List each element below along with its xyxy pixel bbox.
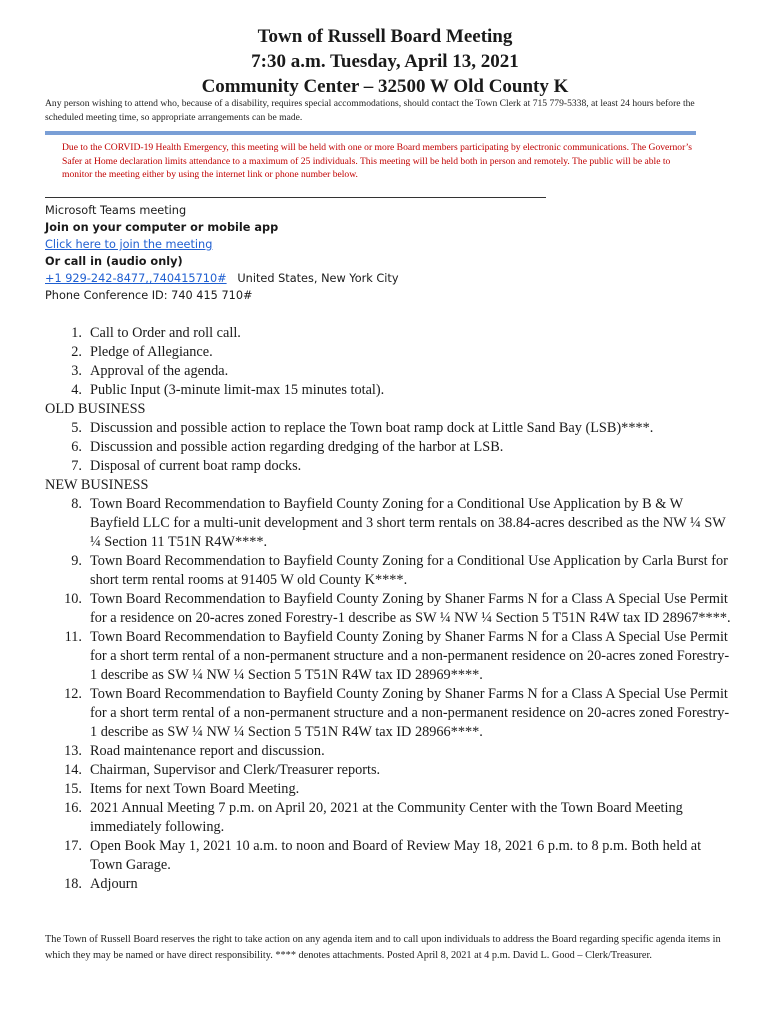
agenda-item-text: Disposal of current boat ramp docks.	[90, 458, 302, 474]
agenda-item-text: Town Board Recommendation to Bayfield County Zoning for a Conditional Use Application by B & W Bayfield LLC for a multi-unit development and 3 short term rentals on 38.84-acres described as the NW ¼ SW ¼ Section 11 T51N R4W****.	[90, 496, 726, 550]
agenda-item-number: 8.	[71, 496, 82, 512]
page-title	[40, 24, 730, 99]
agenda-item	[45, 685, 735, 742]
call-in-label: Or call in (audio only)	[45, 255, 183, 268]
agenda-item-text: Public Input (3-minute limit-max 15 minutes total).	[90, 382, 385, 398]
agenda-item-text: Items for next Town Board Meeting.	[90, 781, 300, 797]
agenda-item-text: 2021 Annual Meeting 7 p.m. on April 20, 2021 at the Community Center with the Town Board Meeting immediately following.	[90, 800, 683, 835]
agenda-item	[45, 837, 735, 875]
agenda-item-number: 15.	[64, 781, 82, 797]
agenda-item-number: 3.	[71, 363, 82, 379]
new-business-items	[45, 495, 735, 894]
agenda-item-text: Town Board Recommendation to Bayfield County Zoning by Shaner Farms N for a Class A Special Use Permit for a short term rental of a non-permanent structure and a non-permanent residence on 20-acres zoned Forestry-1 describe as SW ¼ NW ¼ Section 5 T51N R4W tax ID 28969****.	[90, 629, 730, 683]
agenda-item-text: Town Board Recommendation to Bayfield County Zoning by Shaner Farms N for a Class A Special Use Permit for a residence on 20-acres zoned Forestry-1 describe as SW ¼ NW ¼ Section 5 T51N R4W tax ID 28967****.	[90, 591, 731, 626]
section-divider	[45, 197, 546, 198]
title-line-1: Town of Russell Board Meeting	[257, 26, 513, 47]
agenda-item	[45, 362, 735, 381]
opening-items	[45, 324, 735, 400]
agenda-item	[45, 419, 735, 438]
agenda-list	[45, 324, 735, 894]
phone-location: United States, New York City	[237, 272, 399, 285]
agenda-item-number: 6.	[71, 439, 82, 455]
agenda-item	[45, 761, 735, 780]
blue-divider	[45, 131, 696, 135]
agenda-item	[45, 780, 735, 799]
agenda-item-number: 11.	[64, 629, 82, 645]
agenda-item-number: 10.	[64, 591, 82, 607]
old-business-items	[45, 419, 735, 476]
agenda-item	[45, 438, 735, 457]
agenda-item	[45, 742, 735, 761]
teams-meeting-info	[45, 202, 545, 304]
agenda-item-number: 2.	[71, 344, 82, 360]
agenda-item	[45, 495, 735, 552]
agenda-item	[45, 628, 735, 685]
agenda-item	[45, 590, 735, 628]
agenda-item-text: Discussion and possible action to replace the Town boat ramp dock at Little Sand Bay (LSB)****.	[90, 420, 654, 436]
agenda-item-text: Town Board Recommendation to Bayfield County Zoning by Shaner Farms N for a Class A Special Use Permit for a short term rental of a non-permanent structure and a non-permanent residence on 20-acres zoned Forestry-1 describe as SW ¼ NW ¼ Section 5 T51N R4W tax ID 28966****.	[90, 686, 730, 740]
agenda-item	[45, 381, 735, 400]
agenda-item-text: Adjourn	[90, 876, 138, 892]
agenda-item-text: Road maintenance report and discussion.	[90, 743, 325, 759]
agenda-item-number: 14.	[64, 762, 82, 778]
agenda-item-number: 13.	[64, 743, 82, 759]
new-business-heading: NEW BUSINESS	[45, 477, 149, 493]
agenda-item	[45, 343, 735, 362]
agenda-item-text: Discussion and possible action regarding dredging of the harbor at LSB.	[90, 439, 504, 455]
agenda-item	[45, 457, 735, 476]
join-meeting-link[interactable]: Click here to join the meeting	[45, 238, 213, 251]
agenda-item-text: Pledge of Allegiance.	[90, 344, 213, 360]
agenda-item	[45, 875, 735, 894]
agenda-item-number: 9.	[71, 553, 82, 569]
agenda-item-number: 7.	[71, 458, 82, 474]
agenda-item	[45, 324, 735, 343]
conference-id: Phone Conference ID: 740 415 710#	[45, 289, 253, 302]
agenda-item-number: 16.	[64, 800, 82, 816]
agenda-item-number: 1.	[71, 325, 82, 341]
agenda-item-number: 17.	[64, 838, 82, 854]
agenda-item-number: 12.	[64, 686, 82, 702]
title-line-3: Community Center – 32500 W Old County K	[201, 76, 569, 97]
phone-number-link[interactable]: +1 929-242-8477,,740415710#	[45, 272, 227, 285]
agenda-item	[45, 799, 735, 837]
agenda-item-text: Town Board Recommendation to Bayfield County Zoning for a Conditional Use Application by Carla Burst for short term rental rooms at 91405 W old County K****.	[90, 553, 728, 588]
join-computer-label: Join on your computer or mobile app	[45, 221, 279, 234]
title-line-2: 7:30 a.m. Tuesday, April 13, 2021	[251, 51, 519, 72]
agenda-item-number: 4.	[71, 382, 82, 398]
agenda-item-number: 18.	[64, 876, 82, 892]
footer-notice: The Town of Russell Board reserves the right to take action on any agenda item and to call upon individuals to address the Board regarding specific agenda items in which they may be named or have direct responsibility. **** denotes attachments. Posted April 8, 2021 at 4 p.m. David L. Good – Clerk/Treasurer.	[45, 934, 721, 961]
agenda-item-text: Open Book May 1, 2021 10 a.m. to noon and Board of Review May 18, 2021 6 p.m. to 8 p.m. Both held at Town Garage.	[90, 838, 702, 873]
teams-heading: Microsoft Teams meeting	[45, 204, 187, 217]
covid-notice: Due to the CORVID-19 Health Emergency, this meeting will be held with one or more Board members participating by electronic communications. The Governor’s Safer at Home declaration limits attendance to a maximum of 25 individuals. This meeting will be held both in person and remotely. The public will be able to monitor the meeting either by using the internet link or phone number below.	[62, 142, 693, 180]
agenda-item-text: Approval of the agenda.	[90, 363, 229, 379]
old-business-heading: OLD BUSINESS	[45, 401, 146, 417]
agenda-item	[45, 552, 735, 590]
accommodation-notice: Any person wishing to attend who, because of a disability, requires special accommodations, should contact the Town Clerk at 715 779-5338, at least 24 hours before the scheduled meeting time, so appropriate arrangements can be made.	[45, 98, 695, 123]
agenda-item-text: Chairman, Supervisor and Clerk/Treasurer reports.	[90, 762, 381, 778]
agenda-item-number: 5.	[71, 420, 82, 436]
agenda-item-text: Call to Order and roll call.	[90, 325, 241, 341]
